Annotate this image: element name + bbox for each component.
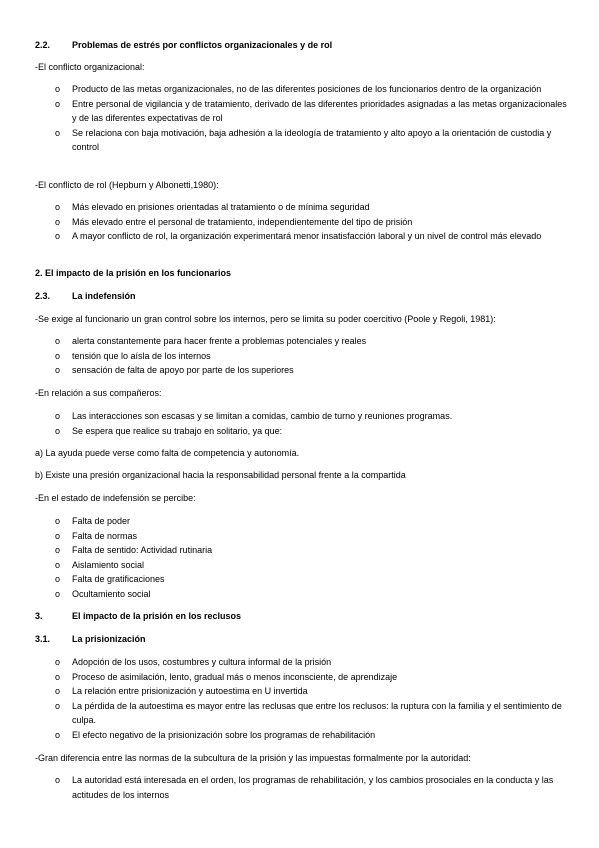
list-item: o Producto de las metas organizacionales, no de las diferentes posiciones de los funcionarios dentro de la organización: [35, 82, 570, 97]
paragraph-conflicto-rol: -El conflicto de rol (Hepburn y Albonetti,1980):: [35, 180, 219, 190]
list-prisionizacion: [35, 655, 570, 742]
heading-text: Problemas de estrés por conflictos organizacionales y de rol: [72, 40, 333, 50]
list-estado-indefension: [35, 514, 570, 601]
list-se-exige: [35, 334, 570, 378]
paragraph-gran-diferencia: -Gran diferencia entre las normas de la subcultura de la prisión y las impuestas formalmente por la autoridad:: [35, 753, 471, 763]
list-item: o Se espera que realice su trabajo en solitario, ya que:: [35, 424, 570, 439]
list-conflicto-organizacional: [35, 82, 570, 155]
list-item: o Ocultamiento social: [35, 587, 570, 602]
list-conflicto-rol: [35, 200, 570, 244]
list-item: o La pérdida de la autoestima es mayor entre las reclusas que entre los reclusos: la ruptura con la familia y el sentimiento de culpa.: [35, 699, 570, 728]
list-item: o Se relaciona con baja motivación, baja adhesión a la ideología de tratamiento y alto apoyo a la orientación de custodia y control: [35, 126, 570, 155]
list-item: o La relación entre prisionización y autoestima en U invertida: [35, 684, 570, 699]
list-item: o sensación de falta de apoyo por parte de los superiores: [35, 363, 570, 378]
list-item: o La autoridad está interesada en el orden, los programas de rehabilitación, y los cambios prosociales en la conducta y las actitudes de los internos: [35, 773, 570, 802]
heading-number: 2.2.: [35, 40, 51, 50]
heading-text: La prisionización: [72, 634, 146, 644]
paragraph-b: b) Existe una presión organizacional hacia la responsabilidad personal frente a la compartida: [35, 470, 406, 480]
paragraph-conflicto-organizacional: -El conflicto organizacional:: [35, 62, 145, 72]
list-item: o Adopción de los usos, costumbres y cultura informal de la prisión: [35, 655, 570, 670]
heading-text: El impacto de la prisión en los reclusos: [72, 611, 242, 621]
paragraph-estado-indefension: -En el estado de indefensión se percibe:: [35, 493, 196, 503]
list-item: o Más elevado entre el personal de tratamiento, independientemente del tipo de prisión: [35, 215, 570, 230]
list-item: o tensión que lo aísla de los internos: [35, 349, 570, 364]
list-item: o Más elevado en prisiones orientadas al tratamiento o de mínima seguridad: [35, 200, 570, 215]
list-companeros: [35, 409, 570, 438]
paragraph-se-exige: -Se exige al funcionario un gran control sobre los internos, pero se limita su poder coercitivo (Poole y Regoli, 1981):: [35, 314, 496, 324]
heading-3: [35, 609, 570, 624]
heading-3-1: [35, 632, 570, 647]
list-item: o Proceso de asimilación, lento, gradual más o menos inconsciente, de aprendizaje: [35, 670, 570, 685]
heading-number: 2.3.: [35, 291, 51, 301]
heading-number: 3.: [35, 611, 43, 621]
list-item: o Falta de gratificaciones: [35, 572, 570, 587]
heading-2-2: [35, 38, 570, 53]
paragraph-a: a) La ayuda puede verse como falta de competencia y autonomía.: [35, 448, 300, 458]
list-item: o alerta constantemente para hacer frente a problemas potenciales y reales: [35, 334, 570, 349]
list-item: o Falta de poder: [35, 514, 570, 529]
paragraph-companeros: -En relación a sus compañeros:: [35, 388, 162, 398]
list-gran-diferencia: [35, 773, 570, 802]
heading-number: 3.1.: [35, 634, 51, 644]
heading-text: La indefensión: [72, 291, 136, 301]
list-item: o Las interacciones son escasas y se limitan a comidas, cambio de turno y reuniones programas.: [35, 409, 570, 424]
list-item: o Falta de sentido: Actividad rutinaria: [35, 543, 570, 558]
list-item: o Entre personal de vigilancia y de tratamiento, derivado de las diferentes prioridades asignadas a las metas organizacionales y de las diferentes expectativas de rol: [35, 97, 570, 126]
heading-2: 2. El impacto de la prisión en los funcionarios: [35, 268, 232, 278]
list-item: o El efecto negativo de la prisionización sobre los programas de rehabilitación: [35, 728, 570, 743]
list-item: o Falta de normas: [35, 529, 570, 544]
list-item: o Aislamiento social: [35, 558, 570, 573]
list-item: o A mayor conflicto de rol, la organización experimentará menor insatisfacción laboral y un nivel de control más elevado: [35, 229, 570, 244]
heading-2-3: [35, 289, 570, 304]
